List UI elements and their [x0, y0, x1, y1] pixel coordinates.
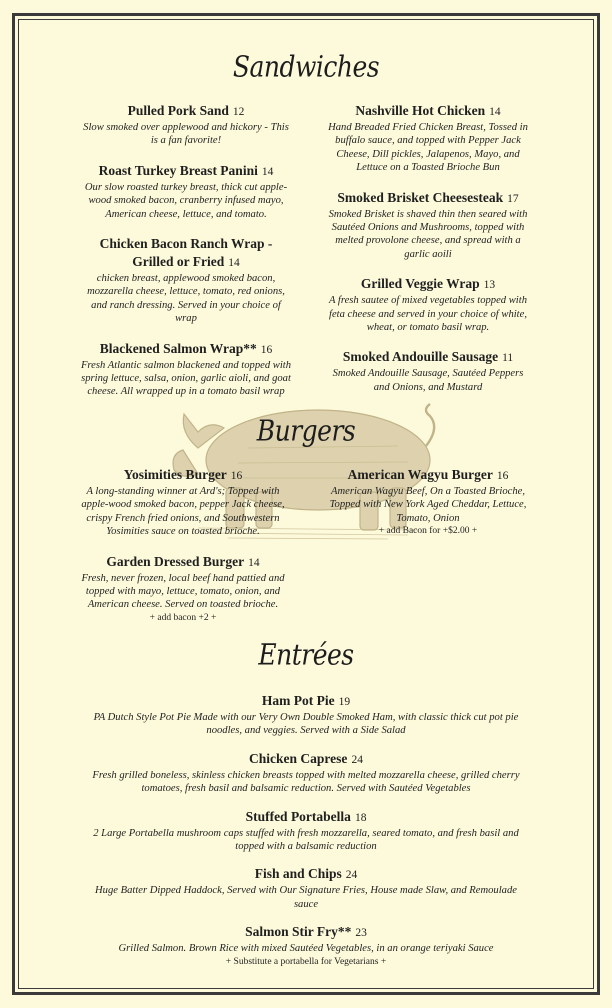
- menu-item: [82, 750, 530, 796]
- item-description: Grilled Salmon. Brown Rice with mixed Sautéed Vegetables, in an orange teriyaki Sauce: [118, 943, 494, 955]
- item-name: Salmon Stir Fry**: [245, 924, 352, 940]
- sandwiches-heading: Sandwiches: [232, 49, 380, 84]
- item-price: 14: [489, 106, 501, 118]
- item-name: Grilled Veggie Wrap: [360, 276, 480, 292]
- menu-item: [82, 692, 530, 738]
- item-name: Roast Turkey Breast Panini: [98, 162, 258, 178]
- item-price: 13: [483, 279, 496, 292]
- burgers-left-column: [80, 466, 286, 639]
- item-addon-note: + Substitute a portabella for Vegetarians +: [225, 956, 387, 967]
- sandwiches-right-column: [324, 102, 532, 408]
- menu-item: [324, 275, 532, 334]
- menu-item: [80, 340, 292, 399]
- item-name: Chicken Bacon Ranch Wrap - Grilled or Fried: [99, 236, 273, 270]
- item-description: chicken breast, applewood smoked bacon, mozzarella cheese, lettuce, tomato, red onions, and ranch dressing. Served in your choice of wrap: [87, 273, 285, 325]
- entrees-column: [82, 692, 530, 983]
- item-description: Our slow roasted turkey breast, thick cut apple-wood smoked bacon, cranberry infused mayo, American cheese, lettuce, and tomato.: [84, 181, 288, 220]
- item-description: Smoked Brisket is shaved thin then seared with Sautéed Onions and Mushrooms, topped with melted provolone cheese, and spread with a garlic aoili: [328, 208, 528, 260]
- item-price: 23: [355, 927, 367, 940]
- item-name: Chicken Caprese: [249, 750, 348, 766]
- item-description: Slow smoked over applewood and hickory - This is a fan favorite!: [83, 122, 289, 147]
- burgers-right-column: [326, 466, 530, 552]
- menu-item: [80, 235, 292, 326]
- item-price: 24: [351, 753, 363, 766]
- item-description: Fresh, never frozen, local beef hand pattied and topped with mayo, lettuce, tomato, onion, and American cheese. Served on toasted brioche.: [81, 572, 285, 611]
- item-description: Fresh Atlantic salmon blackened and topped with spring lettuce, salsa, onion, garlic aioli, and goat cheese. All wrapped up in a tomato basil wrap: [80, 359, 292, 398]
- item-price: 24: [345, 869, 358, 882]
- item-description: American Wagyu Beef, On a Toasted Brioche, Topped with New York Aged Cheddar, Lettuce, Tomato, Onion: [329, 486, 527, 524]
- item-name: Ham Pot Pie: [261, 693, 335, 708]
- item-name: Smoked Brisket Cheesesteak: [337, 189, 504, 205]
- item-price: 14: [228, 257, 240, 270]
- burgers-heading: Burgers: [256, 413, 356, 448]
- item-name: Stuffed Portabella: [245, 808, 351, 824]
- item-name: Blackened Salmon Wrap**: [99, 340, 257, 356]
- item-name: Nashville Hot Chicken: [355, 103, 486, 118]
- menu-item: [80, 162, 292, 221]
- item-description: Huge Batter Dipped Haddock, Served with Our Signature Fries, House made Slaw, and Remoulade sauce: [95, 885, 517, 910]
- menu-item: [82, 865, 530, 911]
- item-price: 18: [354, 811, 367, 824]
- item-name: Yosimities Burger: [123, 467, 227, 482]
- item-description: Smoked Andouille Sausage, Sautéed Peppers and Onions, and Mustard: [332, 368, 524, 393]
- menu-item: [80, 466, 286, 539]
- menu-item: [80, 553, 286, 625]
- menu-item: [326, 466, 530, 538]
- item-price: 16: [260, 343, 273, 356]
- entrees-heading: Entrées: [258, 637, 354, 672]
- menu-item: [82, 923, 530, 968]
- menu-item: [324, 348, 532, 394]
- item-addon-note: + add Bacon for +$2.00 +: [378, 526, 478, 537]
- item-name: Garden Dressed Burger: [106, 553, 245, 569]
- menu-item: [324, 189, 532, 262]
- item-price: 17: [507, 192, 519, 205]
- item-name: American Wagyu Burger: [347, 467, 493, 482]
- item-description: A fresh sautee of mixed vegetables topped with feta cheese and served in your choice of white, wheat, or tomato basil wrap.: [328, 295, 527, 334]
- item-description: Hand Breaded Fried Chicken Breast, Tossed in buffalo sauce, and topped with Pepper Jack Cheese, Dill pickles, Jalapenos, Mayo, and Lettuce on a Toasted Brioche Bun: [328, 122, 528, 174]
- item-addon-note: + add bacon +2 +: [149, 612, 217, 623]
- item-price: 14: [248, 556, 260, 569]
- item-description: A long-standing winner at Ard's; Topped with apple-wood smoked bacon, pepper Jack cheese, crispy French fried onions, and Southwestern Yosimities sauce on toasted brioche.: [81, 486, 285, 538]
- item-price: 19: [338, 696, 351, 708]
- menu-item: [80, 102, 292, 148]
- item-description: Fresh grilled boneless, skinless chicken breasts topped with melted mozzarella cheese, grilled cherry tomatoes, fresh basil and balsamic reduction. Served with Sautéed Vegetables: [92, 769, 520, 795]
- menu-item: [324, 102, 532, 175]
- item-price: 16: [496, 470, 509, 482]
- item-name: Smoked Andouille Sausage: [342, 349, 499, 365]
- item-price: 12: [232, 106, 245, 118]
- sandwiches-left-column: [80, 102, 292, 413]
- item-description: PA Dutch Style Pot Pie Made with our Very Own Double Smoked Ham, with classic thick cut pot pie noodles, and veggies. Served with a Side Salad: [93, 712, 519, 737]
- item-price: 11: [502, 352, 514, 365]
- item-price: 14: [261, 165, 274, 178]
- menu-item: [82, 808, 530, 854]
- item-name: Fish and Chips: [254, 866, 342, 882]
- item-description: 2 Large Portabella mushroom caps stuffed with fresh mozzarella, seared tomato, and fresh basil and topped with a balsamic reduction: [93, 827, 519, 853]
- item-price: 16: [230, 470, 243, 482]
- item-name: Pulled Pork Sand: [127, 103, 229, 118]
